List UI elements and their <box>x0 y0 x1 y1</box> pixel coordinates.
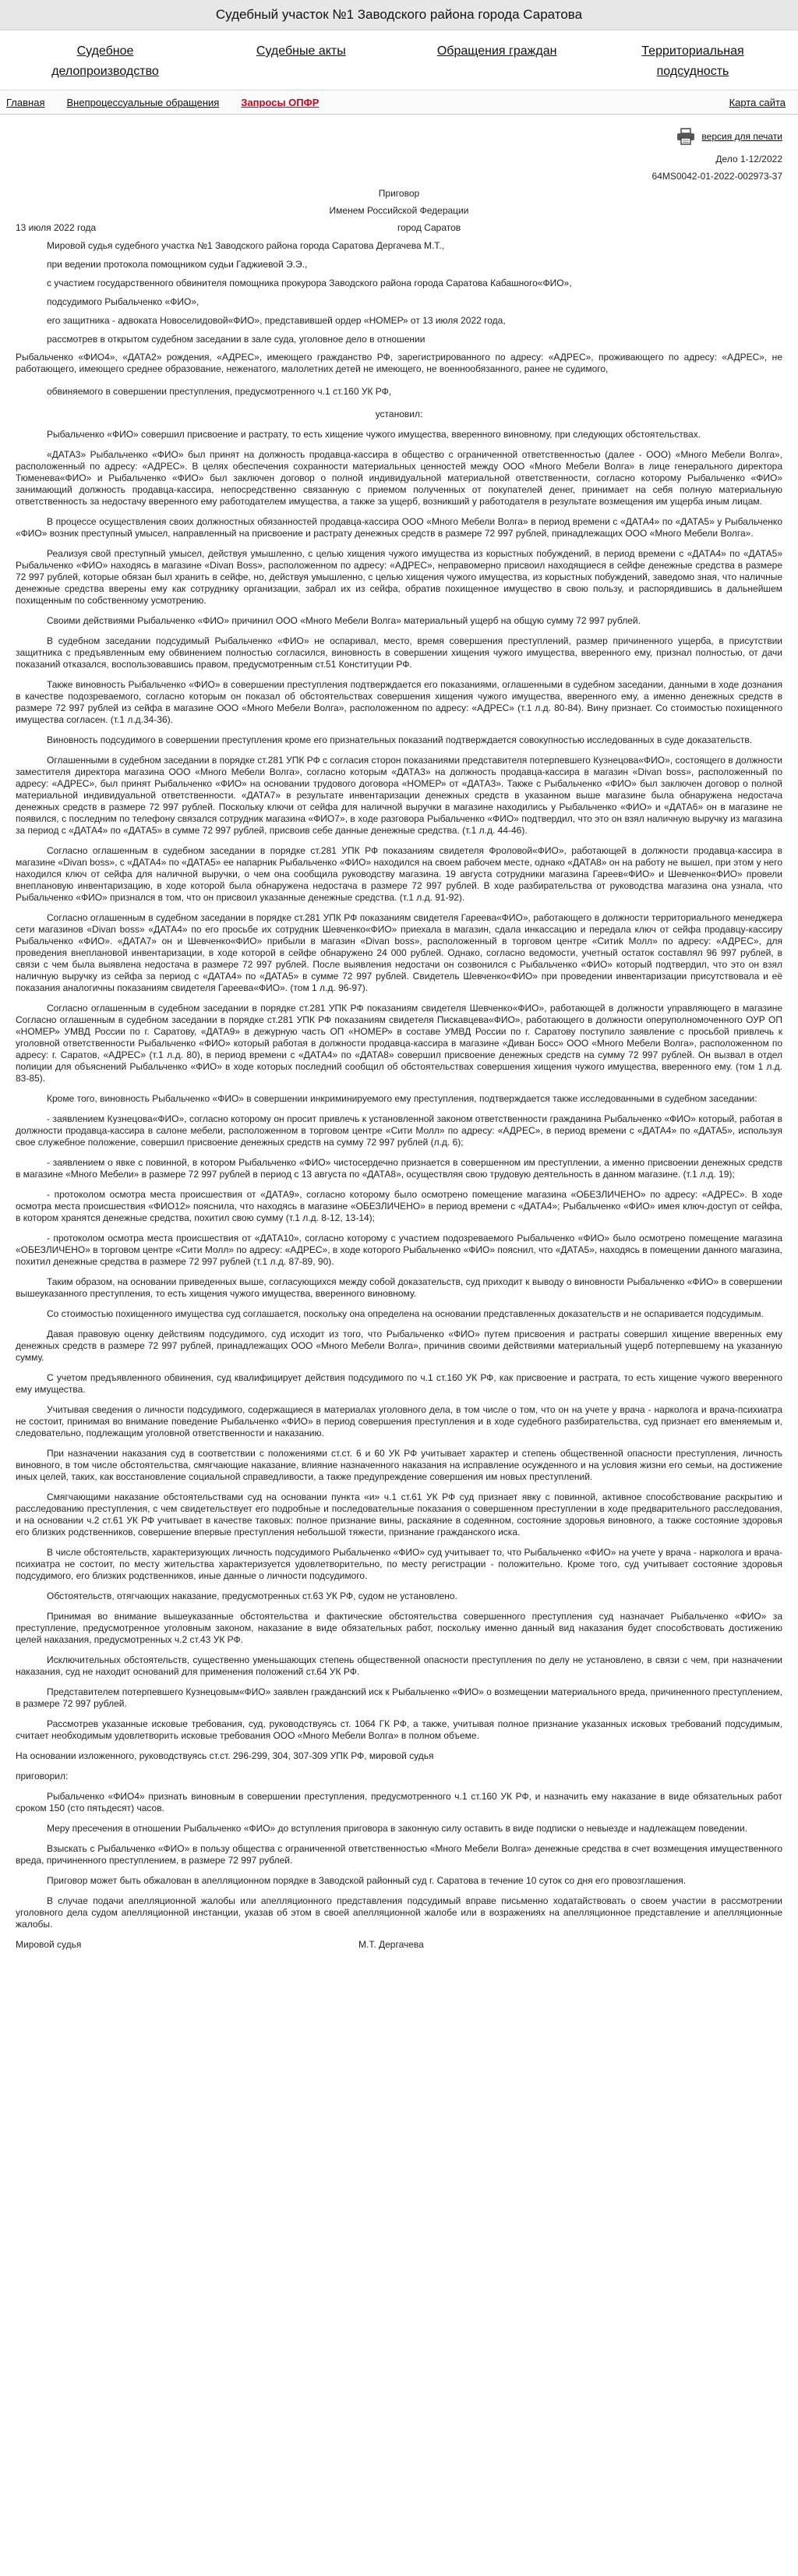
paragraph: Рыбальченко «ФИО4» признать виновным в совершении преступления, предусмотренного ч.1 ст.160 УК РФ, и назначить ему наказание в виде обязательных работ сроком 150 (сто пятьдесят) часов. <box>16 1791 782 1813</box>
paragraph: Приговор может быть обжалован в апелляционном порядке в Заводской районный суд г. Саратова в течение 10 суток со дня его провозглашения. <box>47 1875 687 1886</box>
case-number: Дело 1-12/2022 <box>715 154 782 165</box>
nav-court-proceedings[interactable]: Судебное делопроизводство <box>51 44 159 78</box>
signature-row <box>16 1939 782 1950</box>
paragraph: Своими действиями Рыбальченко «ФИО» причинил ООО «Много Мебели Волга» материальный ущерб на общую сумму 72 997 рублей. <box>47 615 641 626</box>
nav-citizen-appeals[interactable]: Обращения граждан <box>436 44 557 58</box>
site-title: Судебный участок №1 Заводского района города Саратова <box>215 7 583 22</box>
paragraph: Представителем потерпевшего Кузнецовым«ФИО» заявлен гражданский иск к Рыбальченко «ФИО» о возмещении материального вреда, причиненного преступлением, в размере 72 997 рублей. <box>16 1686 782 1709</box>
intro-line: с участием государственного обвинителя помощника прокурора Заводского района города Саратова Кабашного«ФИО», <box>47 278 572 288</box>
intro-line: его защитника - адвоката Новоселидовой«ФИО», представившей ордер «НОМЕР» от 13 июля 2022 года, <box>47 315 506 326</box>
paragraph: Согласно оглашенным в судебном заседании в порядке ст.281 УПК РФ показаниям свидетеля Фроловой«ФИО», работающей в должности продавца-кассира в магазине «Divan boss», с «ДАТА4» по «ДАТА5» ее напарник Рыбальченко «ФИО» находился на своем рабочем месте, однако «ДАТА8» он на работу не вышел, при этом у него находился ключ от сейфа для наличной выручки, о чем она сообщила руководству магазина. 19 августа сотрудники магазина Гареев«ФИО» и Шевченко«ФИО» провели внеплановую инвентаризацию, в ходе которой была обнаружена недостача в размере 72 997 рублей. В ходе разбирательства от руководства магазина она узнала, что Рыбальченко «ФИО» признался в том, что он присвоил указанные денежные средства. (т.1 л.д. 91-92). <box>16 845 782 903</box>
paragraph: Оглашенными в судебном заседании в порядке ст.281 УПК РФ с согласия сторон показаниями представителя потерпевшего Кузнецова«ФИО», состоящего в должности заместителя директора магазина ООО «Много Мебели Волга», согласно которым «ДАТА3» на должность продавца-кассира в магазин «Divan boss», расположенный по адресу: «АДРЕС», был принят Рыбальченко «ФИО» на основании трудового договора «НОМЕР» от «ДАТА3». Также с Рыбальченко «ФИО» был заключен договор о полной материальной индивидуальной ответственности. «ДАТА7» в результате инвентаризации денежных средств в указанном выше магазине была обнаружена недостача денежных средств в размере 72 997 рублей. Поскольку ключи от сейфа для наличной выручки в магазине находились у Рыбальченко «ФИО» и «ДАТА6» он в магазине не появился, с последним по телефону связался сотрудник магазина «ФИО7», в ходе разговора Рыбальченко «ФИО» подтвердил, что это он взял наличную выручку из магазина за период с «ДАТА4» по «ДАТА5» в сумме 72 997 рублей, присвоив себе данные денежные средства. (т.1 л.д. 44-46). <box>16 755 782 836</box>
intro-line: подсудимого Рыбальченко «ФИО», <box>47 296 200 307</box>
subnav-site-map[interactable]: Карта сайта <box>729 96 786 108</box>
charge-line: обвиняемого в совершении преступления, предусмотренного ч.1 ст.160 УК РФ, <box>47 386 392 397</box>
paragraph: Меру пресечения в отношении Рыбальченко «ФИО» до вступления приговора в законную силу оставить в виде подписки о невыезде и надлежащем поведении. <box>47 1823 748 1834</box>
paragraph: С учетом предъявленного обвинения, суд квалифицирует действия подсудимого по ч.1 ст.160 УК РФ, как присвоение и растрата, то есть хищение чужого вверенного ему имущества. <box>16 1372 782 1395</box>
paragraph: Виновность подсудимого в совершении преступления кроме его признательных показаний подтверждается совокупностью исследованных в суде доказательств. <box>47 734 753 745</box>
sentenced-heading: приговорил: <box>16 1771 69 1782</box>
paragraph: В судебном заседании подсудимый Рыбальченко «ФИО» не оспаривал, место, время совершения преступлений, размер причиненного ущерба, в присутствии защитника с предъявленным ему обвинением полностью согласился, виновность в совершении хищения чужого имущества, вверенного ему, признал полностью, от дачи показаний отказался, воспользовавшись правом, предусмотренным ст.51 Конституции РФ. <box>16 635 782 670</box>
document-date: 13 июля 2022 года <box>16 222 97 233</box>
paragraph: Взыскать с Рыбальченко «ФИО» в пользу общества с ограниченной ответственностью «Много Мебели Волга» денежные средства в счет возмещения имущественного вреда, причиненного преступлением, в размере 72 997 рублей. <box>16 1843 782 1866</box>
intro-line: Мировой судья судебного участка №1 Заводского района города Саратова Дергачева М.Т., <box>47 240 444 251</box>
paragraph: В числе обстоятельств, характеризующих личность подсудимого Рыбальченко «ФИО» суд учитывает то, что Рыбальченко «ФИО» на учете у врача - нарколога и врача-психиатра не состоит, по месту жительства характеризуется удовлетворительно, по месту регистрации - положительно. Кроме того, суд учитывает состояние здоровья подсудимого, его близких родственников, иные данные о личности подсудимого. <box>16 1547 782 1581</box>
case-uid: 64MS0042-01-2022-002973-37 <box>651 171 782 182</box>
nav-territorial-jurisdiction[interactable]: Территориальная подсудность <box>641 44 744 78</box>
intro-line: при ведении протокола помощником судьи Гаджиевой Э.Э., <box>47 259 308 270</box>
paragraph: В случае подачи апелляционной жалобы или апелляционного представления подсудимый вправе письменно ходатайствовать о своем участии в рассмотрении уголовного дела судом апелляционной инстанции, указав об этом в своей апелляционной жалобе или в возражениях на апелляционное представление и апелляционные жалобы. <box>16 1895 782 1930</box>
paragraph: При назначении наказания суд в соответствии с положениями ст.ст. 6 и 60 УК РФ учитывает характер и степень общественной опасности преступления, личность виновного, в том числе обстоятельства, смягчающие наказание, влияние назначенного наказания на исправление осужденного и на условия жизни его семьи, на достижение иных целей, таких, как восстановление социальной справедливости, а также предупреждение совершения им новых преступлений. <box>16 1448 782 1482</box>
document-content <box>0 115 798 1966</box>
document-subtitle: Именем Российской Федерации <box>329 205 469 216</box>
paragraph: - протоколом осмотра места происшествия от «ДАТА9», согласно которому было осмотрено помещение магазина «ОБЕЗЛИЧЕНО» по адресу: «АДРЕС». В ходе осмотра места происшествия «ФИО12» пояснила, что находясь в магазине «ОБЕЗЛИЧЕНО» в период времени с «ДАТА4»; Рыбальченко «ФИО» имея ключ-доступ от сейфа, в котором хранятся денежные средства, похитил свою сумму (т.1 л.д. 8-12, 13-14); <box>16 1189 782 1223</box>
paragraph: Согласно оглашенным в судебном заседании в порядке ст.281 УПК РФ показаниям свидетеля Гареева«ФИО», работающего в должности территориального менеджера сети магазинов «Divan boss» «ДАТА4» по его просьбе их сотрудник Шевченко«ФИО» приехала в магазин, сдала инкассацию и передала ключ от сейфа продавцу-кассиру Рыбальченко «ФИО». «ДАТА7» он и Шевченко«ФИО» прибыли в магазин «Divan boss», расположенный в торговом центре «Ситиk Молл» по адресу: «АДРЕС», для проведения внеплановой инвентаризации, в ходе которой в сейфе обнаружено 24 000 рублей. Однако, согласно ведомости, учетный остаток составлял 96 997 рублей, в связи с чем была выявлена недостача в размере 72 997 рублей. После выявления недостачи он созвонился с Рыбальченко «ФИО» который подтвердил, что это он взял наличную выручку из сейфа за период с «ДАТА4» по «ДАТА5» в сумме 72 997 рублей. Свидетель Шевченко«ФИО» при проведении инвентаризации присутствовала и её показания аналогичны показаниям свидетеля Гареева«ФИО». (том 1 л.д. 96-97). <box>16 912 782 993</box>
site-header <box>0 0 798 30</box>
nav-court-acts[interactable]: Судебные акты <box>256 44 346 58</box>
subnav-extra-procedural-appeals[interactable]: Внепроцессуальные обращения <box>66 96 220 108</box>
paragraph: Давая правовую оценку действиям подсудимого, суд исходит из того, что Рыбальченко «ФИО» путем присвоения и растраты совершил хищение вверенных ему денежных средств в размере 72 997 рублей, принадлежащих ООО «Много Мебели Волга», причинив своими действиями материальный ущерб потерпевшему на указанную сумму. <box>16 1329 782 1363</box>
paragraph: - заявлением о явке с повинной, в котором Рыбальченко «ФИО» чистосердечно признается в совершенном им преступлении, а именно присвоении денежных средств в магазине «Много Мебели» в размере 72 997 рублей в период с 13 августа по «ДАТА8», осуществляя свою трудовую деятельность в данном магазине. (т.1 л.д. 19); <box>16 1157 782 1180</box>
paragraph: Принимая во внимание вышеуказанные обстоятельства и фактические обстоятельства совершенного преступления суд назначает Рыбальченко «ФИО» за преступление, предусмотренное уголовным законом, наказание в виде обязательных работ, поскольку именно данный вид наказания будет способствовать достижению целей наказания, предусмотренных ч.2 ст.43 УК РФ. <box>16 1611 782 1645</box>
resolution-intro: На основании изложенного, руководствуясь ст.ст. 296-299, 304, 307-309 УПК РФ, мировой судья <box>16 1750 434 1761</box>
paragraph: Исключительных обстоятельств, существенно уменьшающих степень общественной опасности преступления по делу не установлено, в связи с чем, при назначении наказания, суд не находит оснований для применения положений ст.64 УК РФ. <box>16 1654 782 1677</box>
print-row <box>16 124 782 149</box>
defendant-info: Рыбальченко «ФИО4», «ДАТА2» рождения, «АДРЕС», имеющего гражданство РФ, зарегистрированного по адресу: «АДРЕС», проживающего по адресу: «АДРЕС», не работающего, имеющего среднее образование, неженатого, малолетних детей не имеющего, не военнообязанного, ранее не судимого, <box>16 352 782 374</box>
paragraph: - протоколом осмотра места происшествия от «ДАТА10», согласно которому с участием подозреваемого Рыбальченко «ФИО» было осмотрено помещение магазина «ОБЕЗЛИЧЕНО» в торговом центре «Сити Молл» по адресу: «АДРЕС», в ходе которого Рыбальченко «ФИО» пояснил, что «ДАТА5», находясь в помещении данного магазина, похитил денежные средства в размере 72 997 рублей (т.1 л.д. 87-89, 90). <box>16 1233 782 1267</box>
intro-block <box>16 239 782 345</box>
judge-role: Мировой судья <box>16 1939 82 1950</box>
paragraph: Учитывая сведения о личности подсудимого, содержащиеся в материалах уголовного дела, в том числе о том, что он на учете у врача - нарколога и врача-психиатра не состоит, принимая во внимание поведение Рыбальченко «ФИО» в период совершения преступления и в ходе судебного разбирательства, суд признает его вменяемым и, следовательно, подлежащим уголовной ответственности и наказанию. <box>16 1404 782 1438</box>
paragraph: Смягчающими наказание обстоятельствами суд на основании пункта «и» ч.1 ст.61 УК РФ суд признает явку с повинной, активное способствование раскрытию и расследованию преступления, с чем свидетельствует его подробные и последовательные показания о совершенном преступлении в ходе предварительного расследования, и на основании ч.2 ст.61 УК РФ учитывает в качестве таковых: полное признание вины, раскаяние в содеянном, состояние здоровья виновного, а также состояние здоровья его близких родственников, совершение впервые преступления небольшой тяжести, признание гражданского иска. <box>16 1491 782 1537</box>
paragraph: Реализуя свой преступный умысел, действуя умышленно, с целью хищения чужого имущества из корыстных побуждений, в период времени с «ДАТА4» по «ДАТА5» Рыбальченко «ФИО» находясь в магазине «Divan Boss», расположенном по адресу: «АДРЕС», неправомерно присвоил находящиеся в сейфе денежные средства в размере 72 997 рублей, которые обязан был хранить в сейфе, но, действуя умышленно, с целью хищения чужого имущества, из корыстных побуждений, заведомо зная, что наличные денежные средства вверены ему как сотруднику организации, забрал их из сейфа, обратив похищенное имущество в свою пользу, и распорядившись в дальнейшем похищенным по собственному усмотрению. <box>16 548 782 606</box>
print-version-link[interactable]: версия для печати <box>701 131 782 142</box>
paragraph: Рассмотрев указанные исковые требования, суд, руководствуясь ст. 1064 ГК РФ, а также, учитывая полное признание указанных исковых требований подсудимым, считает необходимым удовлетворить исковые требования ООО «Много Мебели Волга» в полном объеме. <box>16 1718 782 1741</box>
paragraph: Рыбальченко «ФИО» совершил присвоение и растрату, то есть хищение чужого имущества, вверенного виновному, при следующих обстоятельствах. <box>47 429 701 440</box>
paragraph: - заявлением Кузнецова«ФИО», согласно которому он просит привлечь к установленной законом ответственности гражданина Рыбальченко «ФИО» который, работая в должности продавца-кассира в салоне мебели, расположенном в торговом центре «Сити Молл» по адресу: «АДРЕС», в период времени с «ДАТА4» по «ДАТА5», используя свое служебное положение, совершил присвоение денежных средств на сумму 72 997 рублей (л.д. 6); <box>16 1113 782 1148</box>
paragraph: «ДАТА3» Рыбальченко «ФИО» был принят на должность продавца-кассира в общество с ограниченной ответственностью (далее - ООО) «Много Мебели Волга», расположенный по адресу: «АДРЕС». В целях обеспечения сохранности материальных ценностей между ООО «Много Мебели Волга» в лице генерального директора Тюменева«ФИО» и Рыбальченко «ФИО» был заключен договор о полной индивидуальной материальной ответственности, согласно которому Рыбальченко «ФИО» занимающий должность продавца-кассира, непосредственно связанную с приемом полученных от покупателей денег, принимает на себя полную материальную ответственность за недостачу вверенного ему работодателем имущества, а также за ущерб, возникший у работодателя в результате возмещения им ущерба иным лицам. <box>16 449 782 507</box>
paragraph: Кроме того, виновность Рыбальченко «ФИО» в совершении инкриминируемого ему преступления, подтверждается также исследованными в судебном заседании: <box>47 1093 757 1104</box>
secondary-navigation <box>0 90 798 115</box>
paragraph: Со стоимостью похищенного имущества суд соглашается, поскольку она определена на основании представленных доказательств и не оспаривается подсудимым. <box>47 1308 764 1319</box>
resolution-paragraphs <box>16 1791 782 1930</box>
document-city: город Саратов <box>397 222 461 233</box>
document-title: Приговор <box>378 188 420 199</box>
paragraph: Также виновность Рыбальченко «ФИО» в совершении преступления подтверждается его показаниями, оглашенными в судебном заседании, данными в ходе дознания в качестве подозреваемого, согласно которым он показал об обстоятельствах совершения хищения чужого имущества, вверенного ему, а именно денежных средств в размере 72 997 рублей из сейфа в магазине ООО «Много Мебели Волга», расположенном по адресу: «АДРЕС» (т.1 л.д. 80-84). Вину признает. Со стоимостью похищенного имущества согласен. (т.1 л.д.34-36). <box>16 679 782 725</box>
subnav-pension-fund-requests[interactable]: Запросы ОПФР <box>241 96 320 108</box>
paragraph: В процессе осуществления своих должностных обязанностей продавца-кассира ООО «Много Мебели Волга» в период времени с «ДАТА4» по «ДАТА5» у Рыбальченко «ФИО» возник преступный умысел, направленный на присвоение и растрату денежных средств в размере 72 997 рублей, принадлежащих ООО «Много Мебели Волга». <box>16 516 782 539</box>
intro-line: рассмотрев в открытом судебном заседании в зале суда, уголовное дело в отношении <box>47 334 425 345</box>
printer-icon[interactable] <box>676 128 695 145</box>
paragraph: Обстоятельств, отягчающих наказание, предусмотренных ст.63 УК РФ, судом не установлено. <box>47 1591 457 1601</box>
date-city-row <box>16 221 782 235</box>
judge-name: М.Т. Дергачева <box>358 1939 424 1950</box>
body-paragraphs <box>16 429 782 1742</box>
main-navigation <box>0 30 798 90</box>
established-heading: установил: <box>375 409 423 419</box>
subnav-home[interactable]: Главная <box>6 96 45 108</box>
paragraph: Согласно оглашенным в судебном заседании в порядке ст.281 УПК РФ показаниям свидетеля Шевченко«ФИО», работающей в должности управляющего в магазине Согласно оглашенным в судебном заседании в порядке ст.281 УПК РФ показаниям свидетеля Пискавцева«ФИО», работающего в должности оперуполномоченного ОУР ОП «НОМЕР» УМВД России по г. Саратову, «ДАТА9» в дежурную часть ОП «НОМЕР» в составе УМВД России по г. Саратову поступило заявление с просьбой привлечь к уголовной ответственности Рыбальченко «ФИО» который работая в должности продавца-кассира в магазине «Диван Босс» ООО «Много Мебели Волга», расположенном по адресу: г. Саратов, «АДРЕС» (т.1 л.д. 80), в период времени с «ДАТА4» по «ДАТА8» совершил присвоение денежных средств на сумму 72 997 рублей. Он вызвал в отдел полиции для объяснений Рыбальченко «ФИО» в ходе которых последний сообщил об обстоятельствах совершения хищения чужого имущества, вверенного ему. (том 1 л.д. 83-85). <box>16 1003 782 1084</box>
paragraph: Таким образом, на основании приведенных выше, согласующихся между собой доказательств, суд приходит к выводу о виновности Рыбальченко «ФИО» в совершении вышеуказанного преступления, то есть хищения чужого имущества, вверенного виновному. <box>16 1276 782 1299</box>
